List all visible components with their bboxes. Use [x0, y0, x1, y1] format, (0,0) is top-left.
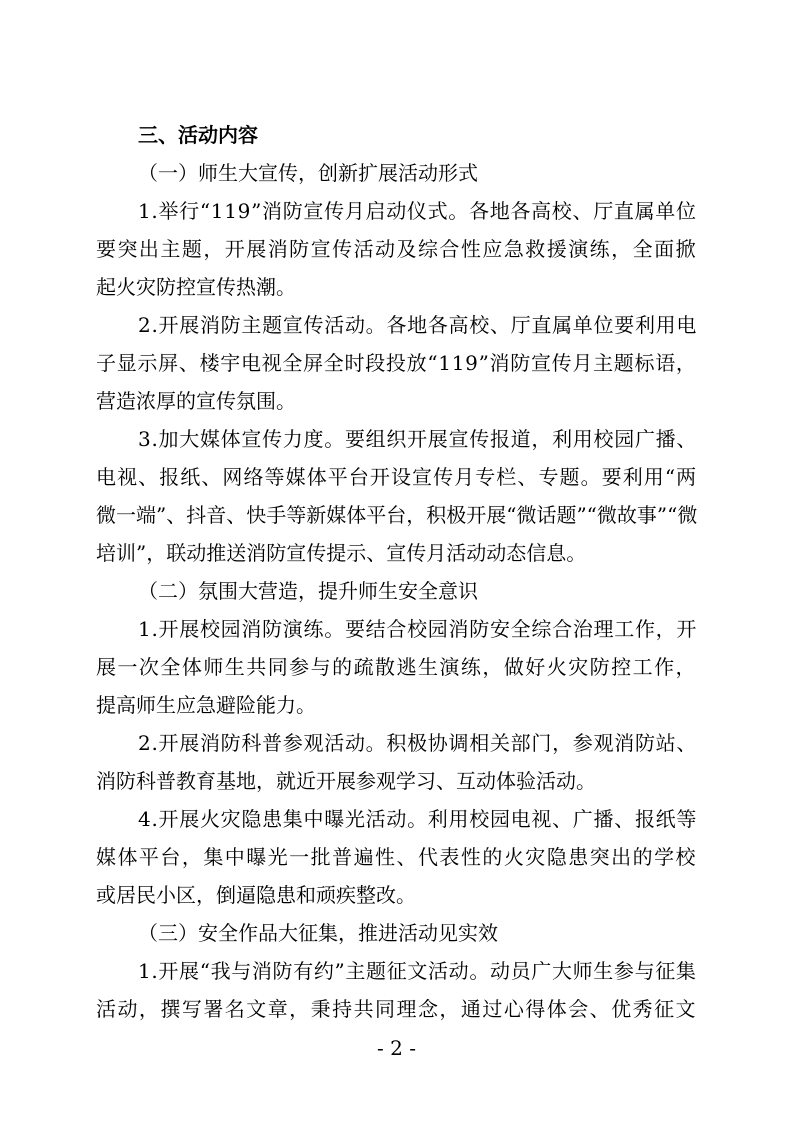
paragraph-line: 消防科普教育基地，就近开展参观学习、互动体验活动。	[96, 769, 596, 793]
paragraph-line: 展一次全体师生共同参与的疏散逃生演练，做好火灾防控工作，	[96, 655, 697, 679]
paragraph-line: 培训”，联动推送消防宣传提示、宣传月活动动态信息。	[96, 541, 587, 565]
paragraph-line: 子显示屏、楼宇电视全屏全时段投放“119”消防宣传月主题标语，	[96, 351, 697, 375]
paragraph-line: 1.开展校园消防演练。要结合校园消防安全综合治理工作，开	[138, 617, 698, 641]
paragraph-line: 电视、报纸、网络等媒体平台开设宣传月专栏、专题。要利用“两	[96, 465, 698, 489]
paragraph-line: 起火灾防控宣传热潮。	[96, 275, 296, 299]
paragraph-line: 3.加大媒体宣传力度。要组织开展宣传报道，利用校园广播、	[138, 427, 698, 451]
page-number: - 2 -	[377, 1036, 416, 1060]
paragraph-line: 2.开展消防科普参观活动。积极协调相关部门，参观消防站、	[138, 731, 698, 755]
section-heading: 三、活动内容	[138, 123, 258, 147]
paragraph-line: 4.开展火灾隐患集中曝光活动。利用校园电视、广播、报纸等	[138, 807, 698, 831]
paragraph-line: 活动，撰写署名文章，秉持共同理念，通过心得体会、优秀征文	[96, 997, 697, 1021]
subsection-heading-1: （一）师生大宣传，创新扩展活动形式	[138, 161, 478, 185]
paragraph-line: 或居民小区，倒逼隐患和顽疾整改。	[96, 883, 416, 907]
paragraph-line: 要突出主题，开展消防宣传活动及综合性应急救援演练，全面掀	[96, 237, 697, 261]
subsection-heading-3: （三）安全作品大征集，推进活动见实效	[138, 921, 498, 945]
paragraph-line: 1.举行“119”消防宣传月启动仪式。各地各高校、厅直属单位	[138, 199, 697, 223]
paragraph-line: 营造浓厚的宣传氛围。	[96, 389, 296, 413]
subsection-heading-2: （二）氛围大营造，提升师生安全意识	[138, 579, 478, 603]
paragraph-line: 2.开展消防主题宣传活动。各地各高校、厅直属单位要利用电	[138, 313, 698, 337]
paragraph-line: 媒体平台，集中曝光一批普遍性、代表性的火灾隐患突出的学校	[96, 845, 697, 869]
paragraph-line: 提高师生应急避险能力。	[96, 693, 316, 717]
paragraph-line: 1.开展“我与消防有约”主题征文活动。动员广大师生参与征集	[138, 959, 697, 983]
paragraph-line: 微一端”、抖音、快手等新媒体平台，积极开展“微话题”“微故事”“微	[96, 503, 698, 527]
